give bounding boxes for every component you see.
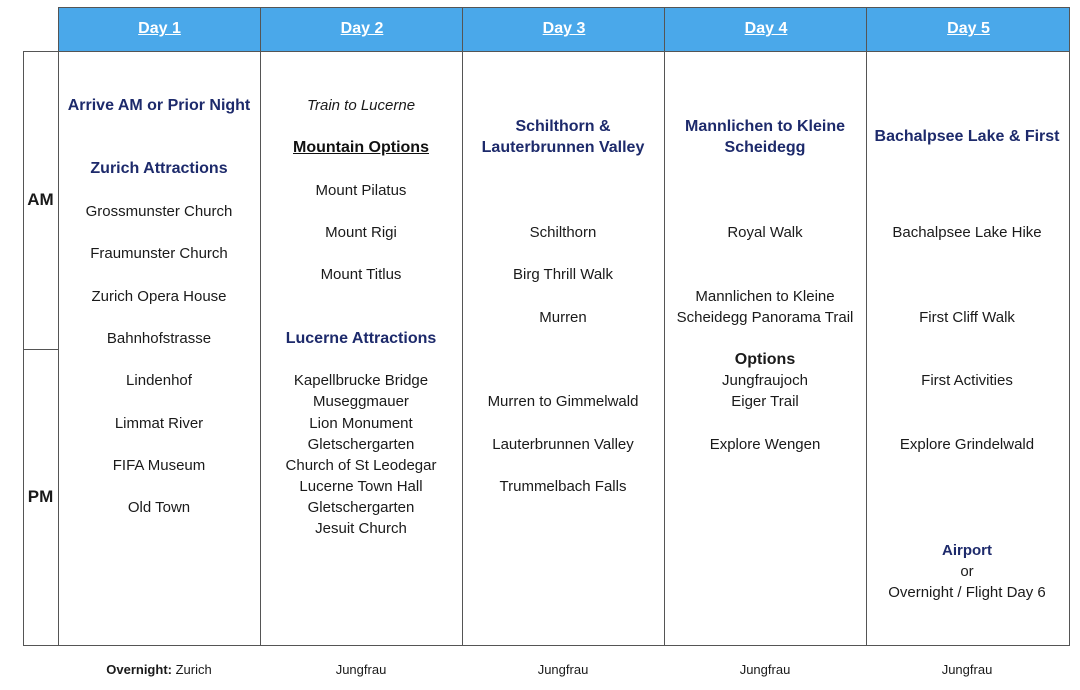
day-5-airport: Airport (942, 542, 992, 559)
day-1-item: Lindenhof (126, 372, 192, 389)
day-5-or: or (960, 563, 974, 580)
overnight-day-3: Jungfrau (537, 662, 589, 677)
day-5-column (866, 0, 1068, 645)
day-2-lucerne-item: Jesuit Church (315, 520, 407, 537)
day-2-lucerne-item: Kapellbrucke Bridge (293, 372, 429, 389)
overnight-label: Overnight: (106, 662, 172, 677)
day-1-item: Limmat River (114, 415, 204, 432)
header-day-5: Day 5 (867, 7, 1070, 51)
day-3-title: Lauterbrunnen Valley (481, 139, 645, 156)
day-2-mountain: Mount Rigi (325, 224, 397, 241)
day-3-title: Schilthorn & (515, 118, 611, 135)
header-day-2: Day 2 (261, 7, 463, 51)
grid-line (23, 349, 58, 350)
day-5-item: Explore Grindelwald (899, 436, 1035, 453)
overnight-day-5: Jungfrau (941, 662, 993, 677)
day-3-item: Schilthorn (529, 224, 597, 241)
day-4-option: Jungfraujoch (722, 372, 808, 389)
day-5-title: Bachalpsee Lake & First (874, 128, 1060, 145)
day-5-item: Bachalpsee Lake Hike (892, 224, 1042, 241)
day-1-item: Fraumunster Church (90, 245, 228, 262)
overnight-day-4: Jungfrau (739, 662, 791, 677)
day-2-lucerne-item: Lion Monument (309, 415, 413, 432)
day-2-lucerne-item: Gletschergarten (307, 436, 415, 453)
day-2-mountain: Mount Titlus (320, 266, 402, 283)
day-2-lucerne-heading: Lucerne Attractions (285, 330, 437, 347)
day-5-overnight-flight: Overnight / Flight Day 6 (888, 584, 1046, 601)
day-2-lucerne-item: Gletschergarten (307, 499, 415, 516)
pm-label: PM (27, 487, 54, 506)
day-4-column (664, 0, 866, 645)
day-2-mountain: Mount Pilatus (315, 182, 407, 199)
day-3-item: Birg Thrill Walk (512, 266, 613, 283)
day-5-item: First Cliff Walk (919, 309, 1015, 326)
header-day-1: Day 1 (58, 7, 261, 51)
day-4-title: Mannlichen to Kleine (684, 118, 845, 135)
day-2-lucerne-item: Museggmauer (313, 393, 409, 410)
day-3-item: Lauterbrunnen Valley (492, 436, 634, 453)
day-4-title: Scheidegg (724, 139, 806, 156)
overnight-day-2: Jungfrau (335, 662, 387, 677)
day-2-lucerne-item: Lucerne Town Hall (299, 478, 423, 495)
day-4-explore: Explore Wengen (709, 436, 821, 453)
day-2-mountain-heading: Mountain Options (293, 139, 429, 156)
overnight-location: Zurich (175, 662, 212, 677)
grid-line (23, 645, 1070, 646)
day-2-train: Train to Lucerne (306, 97, 416, 114)
day-1-heading: Zurich Attractions (90, 160, 228, 177)
day-5-item: First Activities (921, 372, 1013, 389)
day-1-item: Grossmunster Church (85, 203, 233, 220)
day-4-options-heading: Options (734, 351, 796, 368)
day-2-column (260, 0, 462, 645)
day-4-trail: Mannlichen to Kleine (695, 288, 835, 305)
header-day-3: Day 3 (463, 7, 665, 51)
overnight-day-1 (58, 662, 260, 677)
day-3-item: Murren (539, 309, 587, 326)
day-1-item: Bahnhofstrasse (106, 330, 212, 347)
am-label: AM (27, 190, 54, 209)
day-3-column (462, 0, 664, 645)
day-1-item: Old Town (127, 499, 191, 516)
header-day-4: Day 4 (665, 7, 867, 51)
day-1-column (58, 0, 260, 645)
day-3-item: Murren to Gimmelwald (487, 393, 639, 410)
day-4-trail: Scheidegg Panorama Trail (676, 309, 854, 326)
day-4-option: Eiger Trail (731, 393, 799, 410)
day-3-item: Trummelbach Falls (499, 478, 627, 495)
day-4-royal-walk: Royal Walk (727, 224, 803, 241)
day-1-item: FIFA Museum (112, 457, 206, 474)
day-1-item: Zurich Opera House (91, 288, 227, 305)
grid-line (1069, 7, 1070, 646)
day-2-lucerne-item: Church of St Leodegar (285, 457, 437, 474)
day-1-arrive: Arrive AM or Prior Night (67, 97, 251, 114)
